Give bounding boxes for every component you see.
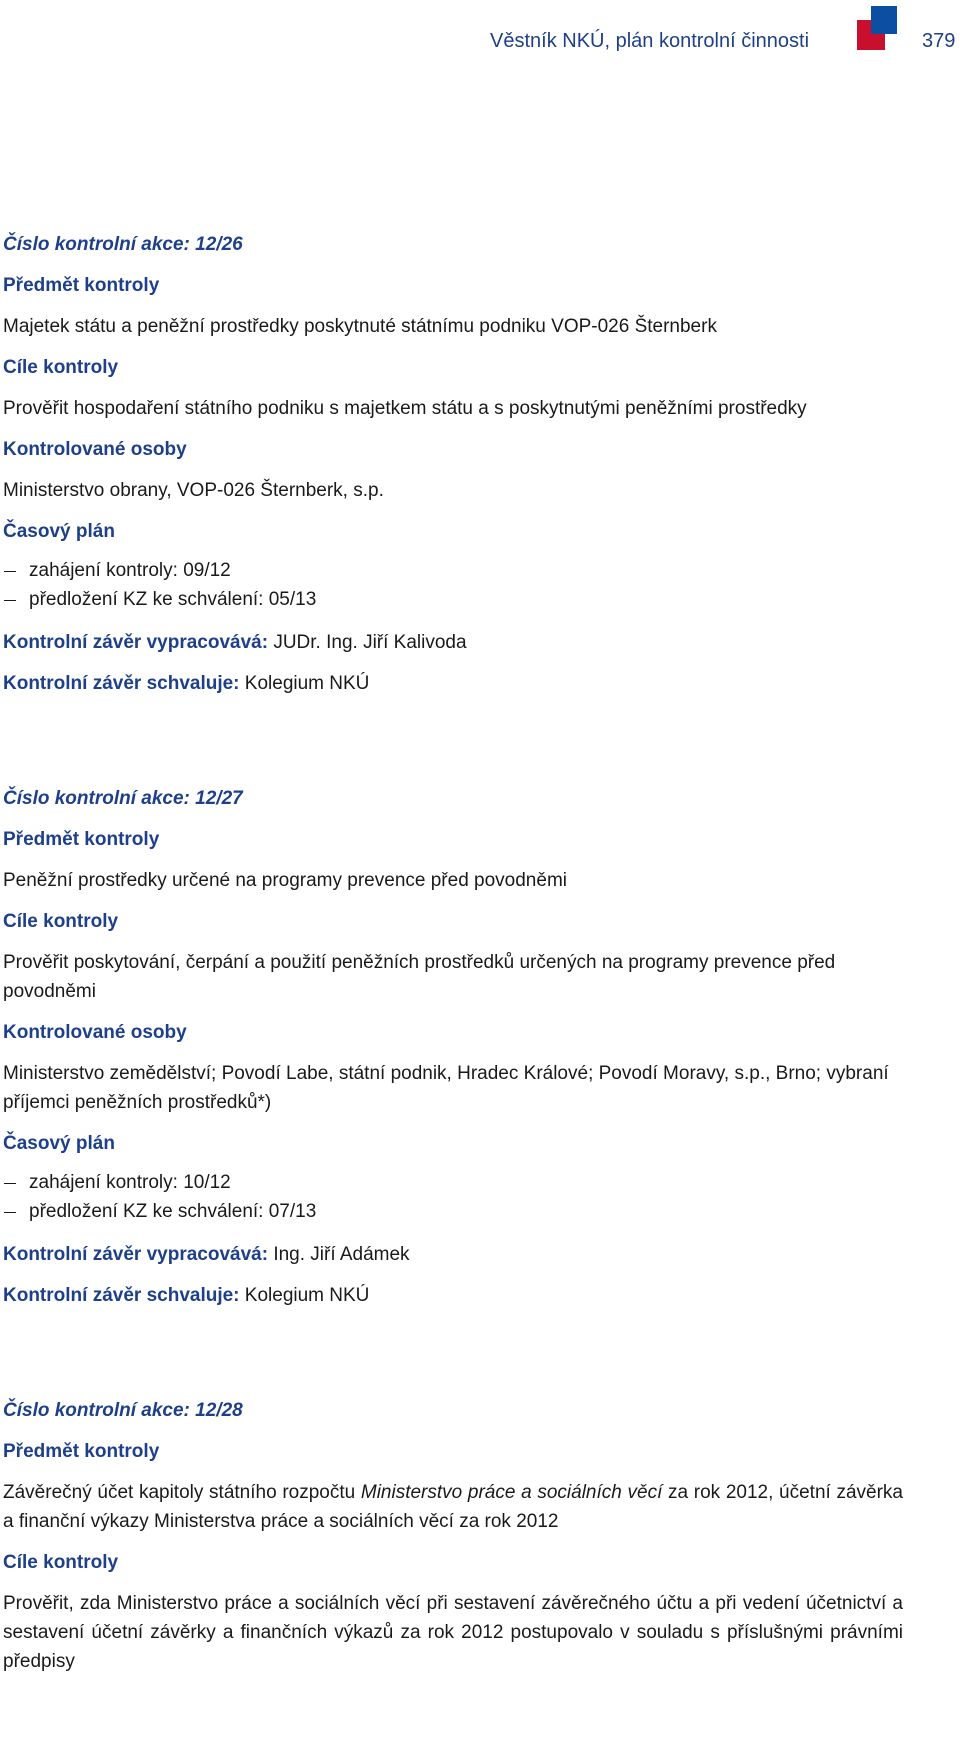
action-number: Číslo kontrolní akce: 12/26 bbox=[3, 234, 243, 255]
audit-action-12-26 bbox=[3, 230, 903, 698]
document-body bbox=[3, 230, 903, 1762]
schedule-item: předložení KZ ke schválení: 07/13 bbox=[3, 1197, 903, 1226]
subject-label: Předmět kontroly bbox=[3, 1441, 160, 1462]
subject-text: Závěrečný účet kapitoly státního rozpočtu Ministerstvo práce a sociálních věcí za rok 2012, účetní závěrka a finanční výkazy Ministerstva práce a sociálních věcí za rok 2012 bbox=[3, 1482, 903, 1532]
subject-label: Předmět kontroly bbox=[3, 829, 160, 850]
schedule-list bbox=[3, 556, 903, 614]
schedule-list bbox=[3, 1168, 903, 1226]
schedule-label: Časový plán bbox=[3, 521, 115, 542]
audit-action-12-28 bbox=[3, 1396, 903, 1676]
controlled-text: Ministerstvo obrany, VOP-026 Šternberk, s.p. bbox=[3, 480, 384, 501]
logo-blue-square bbox=[871, 6, 897, 34]
goals-text: Prověřit poskytování, čerpání a použití peněžních prostředků určených na programy prevence před povodněmi bbox=[3, 952, 836, 1002]
subject-label: Předmět kontroly bbox=[3, 275, 160, 296]
subject-text: Peněžní prostředky určené na programy prevence před povodněmi bbox=[3, 870, 567, 891]
page-number: 379 bbox=[922, 30, 956, 52]
controlled-label: Kontrolované osoby bbox=[3, 439, 187, 460]
controlled-text: Ministerstvo zemědělství; Povodí Labe, státní podnik, Hradec Králové; Povodí Moravy, s.p., Brno; vybraní příjemci peněžních prostředků*) bbox=[3, 1063, 889, 1113]
schedule-item: zahájení kontroly: 09/12 bbox=[3, 556, 903, 585]
controlled-label: Kontrolované osoby bbox=[3, 1022, 187, 1043]
audit-action-12-27 bbox=[3, 784, 903, 1310]
action-number: Číslo kontrolní akce: 12/28 bbox=[3, 1400, 243, 1421]
schedule-item: předložení KZ ke schválení: 05/13 bbox=[3, 585, 903, 614]
page-header bbox=[0, 30, 960, 60]
goals-label: Cíle kontroly bbox=[3, 911, 119, 932]
action-number: Číslo kontrolní akce: 12/27 bbox=[3, 788, 243, 809]
approved-by: Kontrolní závěr schvaluje: Kolegium NKÚ bbox=[3, 673, 370, 694]
prepared-by: Kontrolní závěr vypracovává: JUDr. Ing. Jiří Kalivoda bbox=[3, 632, 467, 653]
header-title: Věstník NKÚ, plán kontrolní činnosti bbox=[490, 30, 810, 52]
subject-text: Majetek státu a peněžní prostředky poskytnuté státnímu podniku VOP-026 Šternberk bbox=[3, 316, 717, 337]
schedule-label: Časový plán bbox=[3, 1133, 115, 1154]
schedule-item: zahájení kontroly: 10/12 bbox=[3, 1168, 903, 1197]
goals-label: Cíle kontroly bbox=[3, 1552, 119, 1573]
nku-logo-icon bbox=[857, 6, 897, 50]
goals-text: Prověřit hospodaření státního podniku s majetkem státu a s poskytnutými peněžními prostředky bbox=[3, 398, 807, 419]
goals-label: Cíle kontroly bbox=[3, 357, 119, 378]
goals-text: Prověřit, zda Ministerstvo práce a sociálních věcí při sestavení závěrečného účtu a při vedení účetnictví a sestavení účetní závěrky a finančních výkazů za rok 2012 postupovalo v souladu s příslušnými právními předpisy bbox=[3, 1593, 903, 1672]
prepared-by: Kontrolní závěr vypracovává: Ing. Jiří Adámek bbox=[3, 1244, 410, 1265]
approved-by: Kontrolní závěr schvaluje: Kolegium NKÚ bbox=[3, 1285, 370, 1306]
